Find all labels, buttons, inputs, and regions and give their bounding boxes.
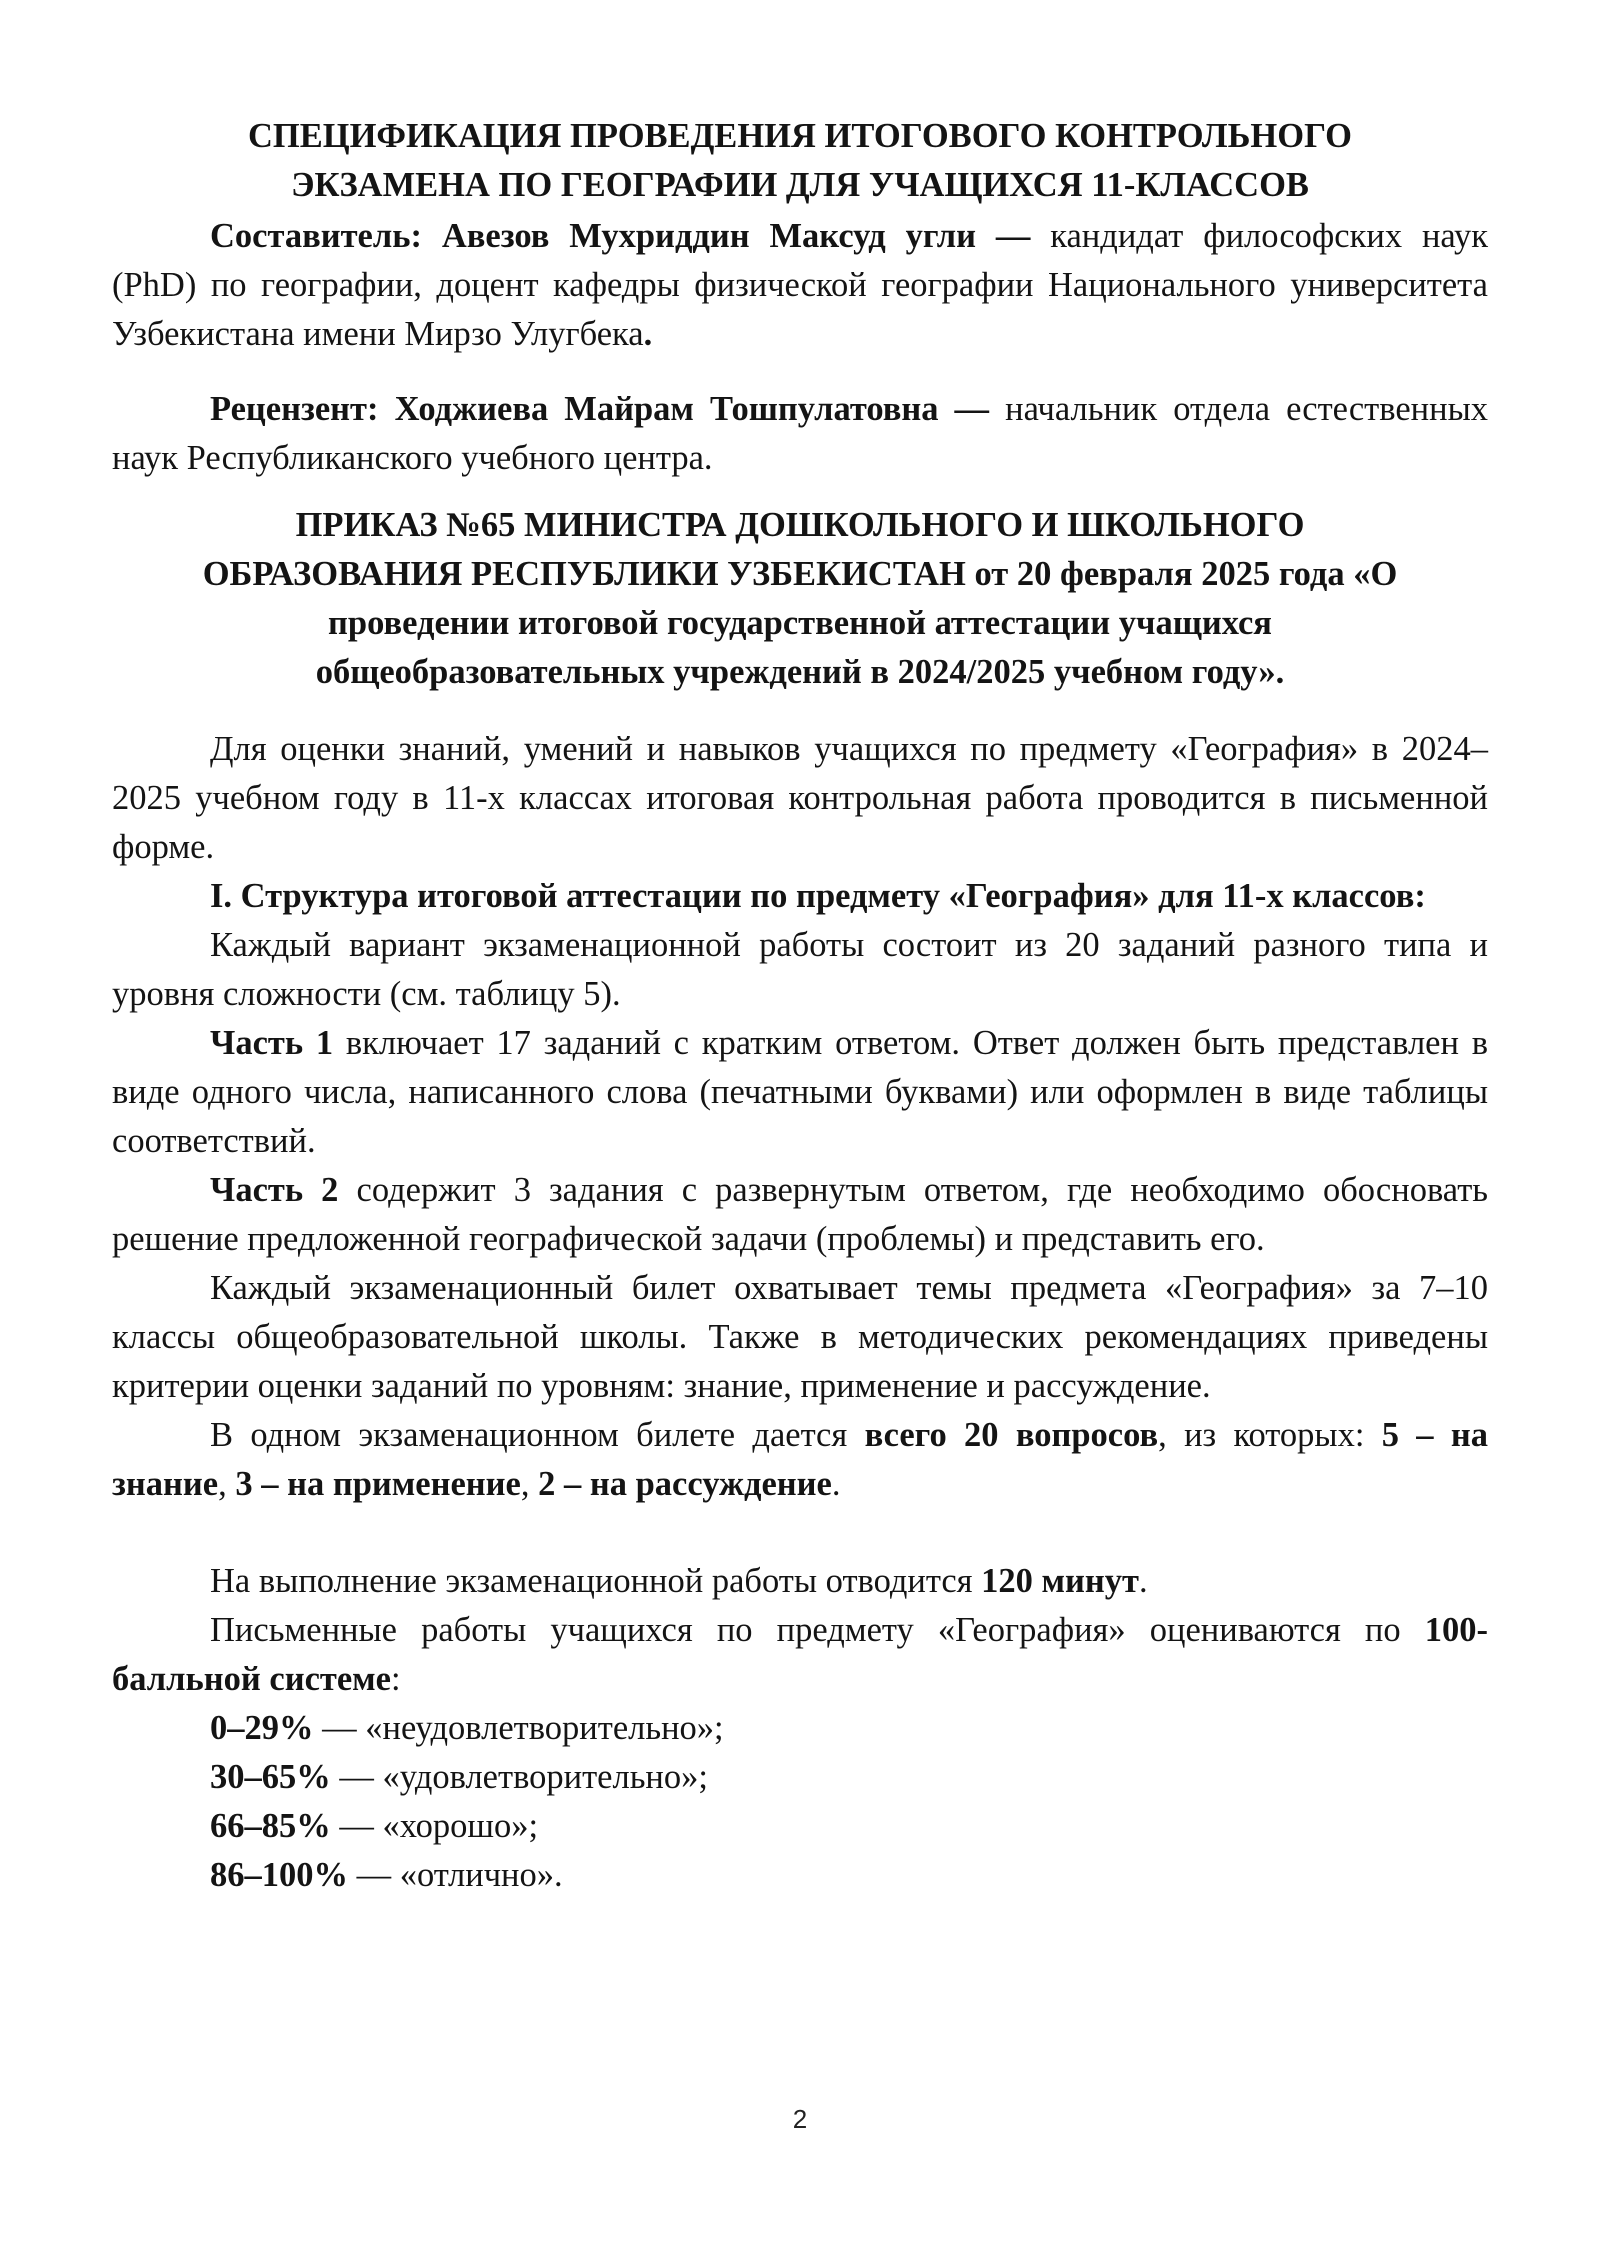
- time-value: 120 минут: [981, 1562, 1139, 1600]
- order-line-4: общеобразовательных учреждений в 2024/2025 учебном году».: [315, 653, 1285, 691]
- part-1-text: включает 17 заданий с кратким ответом. Ответ должен быть представлен в виде одного числа, написанного слова (печатными буквами) или оформлен в виде таблицы соответствий.: [112, 1024, 1489, 1160]
- grading-paragraph: [112, 1606, 1488, 1704]
- grade-text: — «неудовлетворительно»;: [313, 1709, 724, 1747]
- document-title: [112, 112, 1488, 210]
- grade-item: [112, 1753, 1488, 1802]
- ticket-paragraph: Каждый экзаменационный билет охватывает темы предмета «География» за 7–10 классы общеобразовательной школы. Также в методических рекомендациях приведены критерии оценки заданий по уровням: знание, применение и рассуждение.: [112, 1269, 1488, 1405]
- questions-paragraph: [112, 1411, 1488, 1509]
- order-line-2: ОБРАЗОВАНИЯ РЕСПУБЛИКИ УЗБЕКИСТАН от 20 февраля 2025 года «О: [202, 555, 1398, 593]
- questions-knowledge: 5 – на знание: [112, 1416, 1488, 1503]
- questions-total: всего 20 вопросов: [864, 1416, 1159, 1454]
- author-paragraph: [112, 212, 1488, 359]
- reviewer-paragraph: [112, 385, 1488, 483]
- grade-item: [112, 1802, 1488, 1851]
- grading-pre: Письменные работы учащихся по предмету «География» оцениваются по: [210, 1611, 1425, 1649]
- part-1-label: Часть 1: [210, 1024, 334, 1062]
- page-number: 2: [792, 2104, 808, 2134]
- grade-range: 0–29%: [210, 1709, 314, 1747]
- part-2-label: Часть 2: [210, 1171, 339, 1209]
- order-line-3: проведении итоговой государственной аттестации учащихся: [328, 604, 1272, 642]
- questions-application: 3 – на применение: [235, 1465, 521, 1503]
- questions-reasoning: 2 – на рассуждение: [538, 1465, 832, 1503]
- grade-text: — «удовлетворительно»;: [330, 1758, 708, 1796]
- order-line-1: ПРИКАЗ №65 МИНИСТРА ДОШКОЛЬНОГО И ШКОЛЬНОГО: [295, 506, 1305, 544]
- time-paragraph: [112, 1557, 1488, 1606]
- reviewer-text: начальник отдела естественных наук Республиканского учебного центра.: [112, 390, 1488, 477]
- intro-paragraph: Для оценки знаний, умений и навыков учащихся по предмету «География» в 2024–2025 учебном году в 11-х классах итоговая контрольная работа проводится в письменной форме.: [112, 730, 1488, 866]
- title-line-2: ЭКЗАМЕНА ПО ГЕОГРАФИИ ДЛЯ УЧАЩИХСЯ 11-КЛАССОВ: [291, 166, 1309, 204]
- grade-text: — «хорошо»;: [330, 1807, 539, 1845]
- grade-range: 30–65%: [210, 1758, 331, 1796]
- time-end: .: [1138, 1562, 1148, 1600]
- questions-sep-2: ,: [520, 1465, 539, 1503]
- grade-item: [112, 1851, 1488, 1900]
- author-dot: .: [643, 315, 653, 353]
- author-text: кандидат философских наук (PhD) по географии, доцент кафедры физической географии Национального университета Узбекистана имени Мирзо Улугбека: [112, 217, 1488, 353]
- grade-range: 66–85%: [210, 1807, 331, 1845]
- section-1-heading-text: I. Структура итоговой аттестации по предмету «География» для 11-х классов:: [210, 877, 1426, 915]
- variant-paragraph: Каждый вариант экзаменационной работы состоит из 20 заданий разного типа и уровня сложности (см. таблицу 5).: [112, 926, 1488, 1013]
- grade-range: 86–100%: [210, 1856, 348, 1894]
- grade-text: — «отлично».: [348, 1856, 563, 1894]
- grading-system: 100-балльной системе: [112, 1611, 1488, 1698]
- section-1-heading: [112, 872, 1488, 921]
- questions-mid: , из которых:: [1158, 1416, 1382, 1454]
- questions-sep-1: ,: [218, 1465, 236, 1503]
- part-2-paragraph: [112, 1166, 1488, 1264]
- title-line-1: СПЕЦИФИКАЦИЯ ПРОВЕДЕНИЯ ИТОГОВОГО КОНТРОЛЬНОГО: [247, 117, 1353, 155]
- questions-pre: В одном экзаменационном билете дается: [210, 1416, 865, 1454]
- time-pre: На выполнение экзаменационной работы отводится: [210, 1562, 982, 1600]
- part-2-text: содержит 3 задания с развернутым ответом, где необходимо обосновать решение предложенной географической задачи (проблемы) и представить его.: [112, 1171, 1489, 1258]
- reviewer-label: Рецензент: Ходжиева Майрам Тошпулатовна —: [210, 390, 990, 428]
- order-title: [112, 501, 1488, 697]
- grade-item: [112, 1704, 1488, 1753]
- questions-end: .: [831, 1465, 841, 1503]
- grade-list: [112, 1704, 1488, 1900]
- grading-end: :: [390, 1660, 401, 1698]
- part-1-paragraph: [112, 1019, 1488, 1166]
- author-label: Составитель: Авезов Мухриддин Максуд угли —: [210, 217, 1031, 255]
